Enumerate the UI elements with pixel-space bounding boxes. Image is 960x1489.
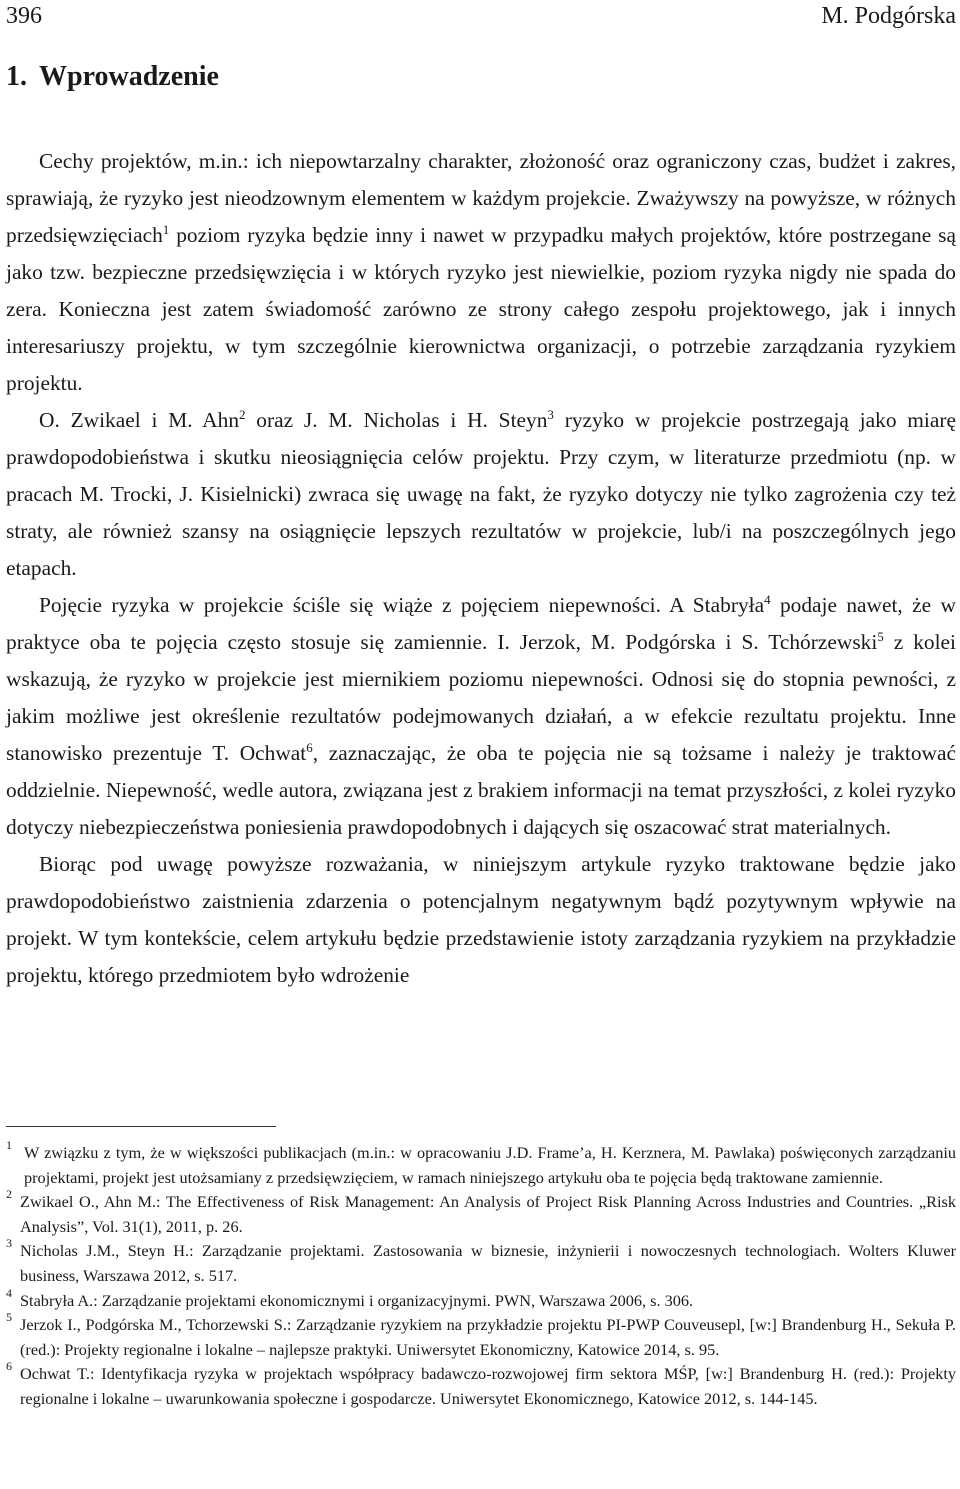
footnote-ref-4[interactable]: 4 (764, 592, 771, 607)
footnote-6 (6, 1359, 956, 1411)
footnote-ref-2[interactable]: 2 (239, 407, 246, 422)
footnote-3 (6, 1236, 956, 1288)
paragraph-2-text-a: O. Zwikael i M. Ahn (39, 408, 240, 432)
footnote-1 (6, 1138, 956, 1190)
footnote-number: 2 (6, 1187, 12, 1202)
footnote-4 (6, 1285, 956, 1314)
paragraph-4: Biorąc pod uwagę powyższe rozważania, w niniejszym artykule ryzyko traktowane będzie jako prawdopodobieństwo zaistnienia zdarzenia o potencjalnym negatywnym bądź pozytywnym wpływie na projekt. W tym kontekście, celem artykułu będzie przedstawienie istoty zarządzania ryzykiem na przykładzie projektu, którego przedmiotem było wdrożenie (6, 852, 956, 987)
footnote-number: 1 (6, 1138, 12, 1152)
footnote-text: Stabryła A.: Zarządzanie projektami ekonomicznymi i organizacyjnymi. PWN, Warszawa 2006, s. 306. (20, 1290, 694, 1310)
footnote-text: Zwikael O., Ahn M.: The Effectiveness of Risk Management: An Analysis of Project Risk Planning Across Industries and Countries. „Risk Analysis”, Vol. 31(1), 2011, p. 26. (20, 1192, 956, 1236)
section-heading (6, 60, 219, 94)
footnote-5 (6, 1310, 956, 1362)
paragraph-3-text-a: Pojęcie ryzyka w projekcie ściśle się wiąże z pojęciem niepewności. A Stabryła (39, 593, 765, 617)
section-title: Wprowadzenie (39, 61, 219, 92)
footnote-ref-3[interactable]: 3 (547, 407, 554, 422)
section-number: 1. (6, 61, 27, 92)
paragraph-1-text-a: Cechy projektów, m.in.: ich niepowtarzalny charakter, złożoność oraz ograniczony czas, budżet i zakres, sprawiają, że ryzyko jest nieodzownym elementem w każdym projekcie. Zważywszy na powyższe, w różnych przedsięwzięciach (6, 149, 956, 247)
footnote-text: W związku z tym, że w większości publikacjach (m.in.: w opracowaniu J.D. Frame’a, H. Kerznera, M. Pawlaka) poświęconych zarządzaniu projektami, projekt jest utożsamiany z przedsięwzięciem, w ramach niniejszego artykułu oba te pojęcia będą traktowane zamiennie. (24, 1143, 956, 1187)
paragraph-3-text-c: z kolei wskazują, że ryzyko w projekcie jest miernikiem poziomu niepewności. Odnosi się do stopnia pewności, z jakim możliwe jest określenie rezultatów podejmowanych działań, a w efekcie rezultatu projektu. Inne stanowisko prezentuje T. Ochwat (6, 630, 956, 765)
paragraph-2-text-c: ryzyko w projekcie postrzegają jako miarę prawdopodobieństwa i skutku nieosiągnięcia celów projektu. Przy czym, w literaturze przedmiotu (np. w pracach M. Trocki, J. Kisielnicki) zwraca się uwagę na fakt, że ryzyko dotyczy nie tylko zagrożenia czy też straty, ale również szansy na osiągnięcie lepszych rezultatów w projekcie, lub/i na poszczególnych jego etapach. (6, 408, 956, 580)
paragraph-3-text-b: podaje nawet, że w praktyce oba te pojęcia często stosuje się zamiennie. I. Jerzok, M. Podgórska i S. Tchórzewski (6, 593, 956, 654)
footnote-separator (6, 1126, 276, 1127)
paragraph-3-text-d: , zaznaczając, że oba te pojęcia nie są tożsame i należy je traktować oddzielnie. Niepewność, wedle autora, związana jest z brakiem informacji na temat przyszłości, z kolei ryzyko dotyczy niebezpieczeństwa poniesienia prawdopodobnych i dających się oszacować strat materialnych. (6, 741, 956, 839)
paragraph-3 (6, 587, 956, 846)
footnote-number: 5 (6, 1310, 12, 1325)
footnote-ref-1[interactable]: 1 (162, 222, 170, 237)
paragraph-2 (6, 402, 956, 587)
paragraph-2-text-b: oraz J. M. Nicholas i H. Steyn (245, 408, 548, 432)
footnote-text: Ochwat T.: Identyfikacja ryzyka w projektach współpracy badawczo-rozwojowej firm sektora MŚP, [w:] Brandenburg H. (red.): Projekty regionalne i lokalne – uwarunkowania społeczne i gospodarcze. Uniwersytet Ekonomicznego, Katowice 2012, s. 144-145. (20, 1364, 956, 1408)
footnote-number: 4 (6, 1285, 12, 1300)
footnote-ref-5[interactable]: 5 (877, 629, 884, 644)
footnote-text: Nicholas J.M., Steyn H.: Zarządzanie projektami. Zastosowania w biznesie, inżynierii i nowoczesnych technologiach. Wolters Kluwer business, Warszawa 2012, s. 517. (20, 1241, 956, 1285)
footnote-ref-6[interactable]: 6 (306, 740, 313, 755)
footnote-number: 6 (6, 1359, 12, 1374)
running-author: M. Podgórska (821, 3, 956, 29)
footnote-2 (6, 1187, 956, 1239)
footnote-number: 3 (6, 1236, 12, 1251)
footnote-text: Jerzok I., Podgórska M., Tchorzewski S.: Zarządzanie ryzykiem na przykładzie projektu PI-PWP Couveusepl, [w:] Brandenburg H., Sekuła P. (red.): Projekty regionalne i lokalne – najlepsze praktyki. Uniwersytet Ekonomiczny, Katowice 2014, s. 95. (20, 1315, 956, 1359)
paragraph-1-text-b: poziom ryzyka będzie inny i nawet w przypadku małych projektów, które postrzegane są jako tzw. bezpieczne przedsięwzięcia i w których ryzyko jest niewielkie, poziom ryzyka nigdy nie spada do zera. Konieczna jest zatem świadomość zarówno ze strony całego zespołu projektowego, jak i innych interesariuszy projektu, w tym szczególnie kierownictwa organizacji, o potrzebie zarządzania ryzykiem projektu. (6, 223, 956, 395)
footnotes (6, 1138, 956, 1412)
paragraph-1 (6, 143, 956, 402)
body-text (6, 143, 956, 994)
page-number: 396 (6, 3, 42, 29)
